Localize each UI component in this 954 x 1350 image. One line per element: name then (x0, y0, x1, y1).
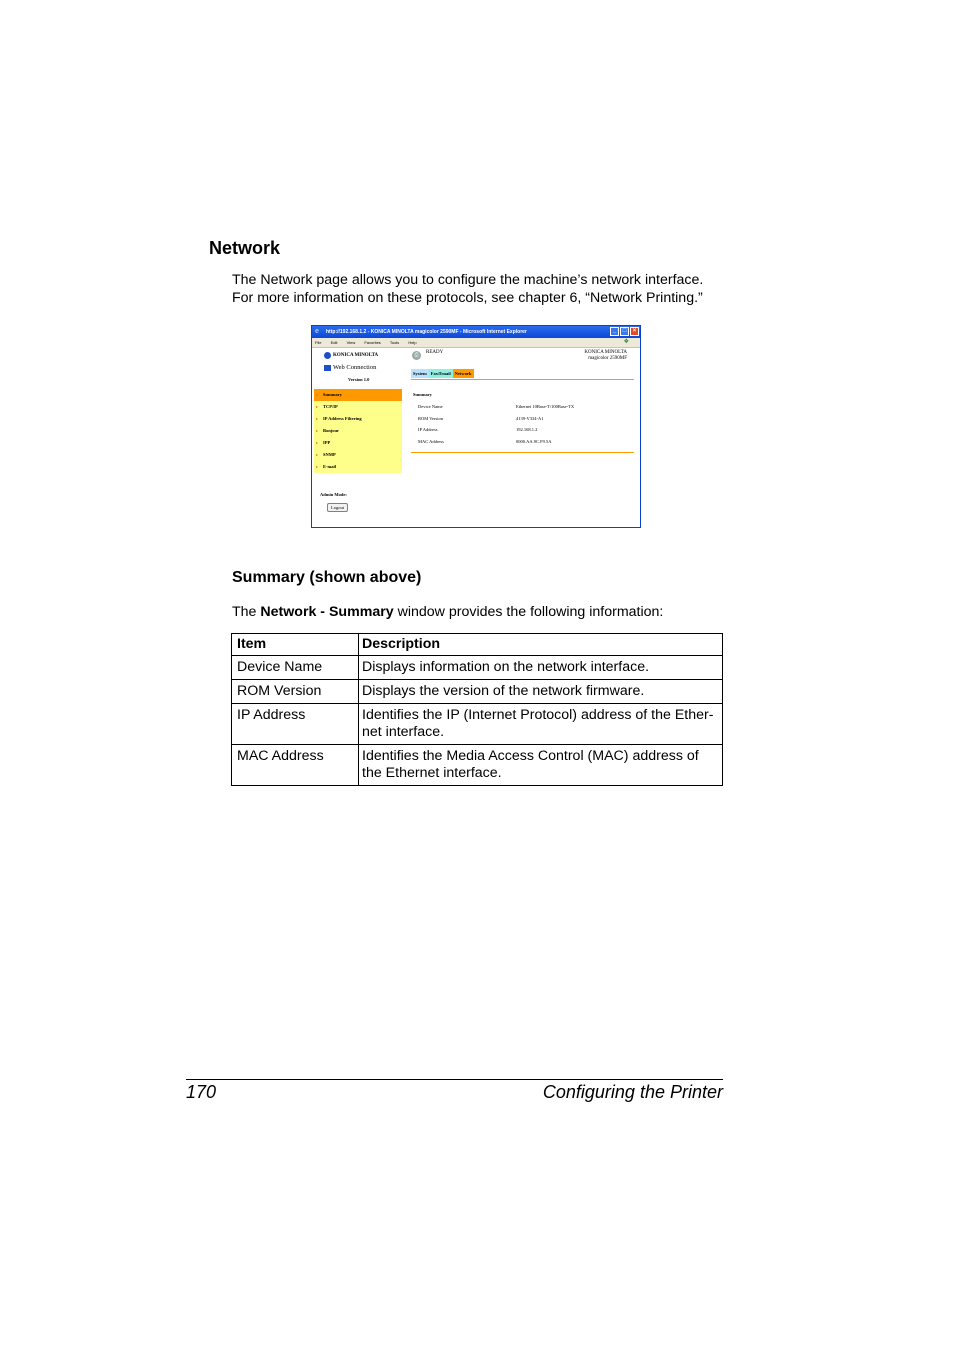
tab-network[interactable]: Network (454, 371, 472, 376)
table-row (232, 680, 723, 704)
menu-file[interactable]: File (315, 340, 322, 345)
subsection-title: Summary (shown above) (232, 569, 422, 586)
footer-rule (186, 1079, 723, 1080)
tab-system[interactable]: System (413, 371, 427, 376)
table-cell-item: ROM Version (232, 680, 359, 704)
nav-item-tcpip[interactable]: ▸ TCP/IP (314, 401, 402, 413)
lead-after: window provides the following information: (393, 604, 664, 620)
lead-before: The (232, 604, 261, 620)
brand-block (584, 350, 627, 362)
table-header: Description (359, 634, 723, 656)
menu-help[interactable]: Help (408, 340, 417, 345)
summary-value: 192.168.1.2 (516, 427, 538, 432)
table-cell-description: Identifies the Media Access Control (MAC) address of the Ethernet interface. (359, 745, 723, 786)
summary-label: Device Name (418, 404, 443, 409)
maximize-icon[interactable]: □ (620, 327, 629, 336)
divider (411, 379, 634, 380)
konica-logo (324, 352, 378, 359)
table-cell-item: Device Name (232, 656, 359, 680)
table-row (232, 704, 723, 745)
printer-status-icon: ⎙ (412, 351, 421, 360)
table-header-row (232, 634, 723, 656)
browser-menubar (312, 338, 640, 348)
minimize-icon[interactable]: _ (610, 327, 619, 336)
page-number: 170 (186, 1082, 217, 1102)
web-connection-icon (324, 365, 331, 371)
menu-view[interactable]: View (346, 340, 356, 345)
divider (411, 452, 634, 453)
ie-icon: e (315, 328, 319, 335)
table-cell-description: Displays information on the network interface. (359, 656, 723, 680)
brand-name: KONICA MINOLTA (584, 350, 627, 355)
konica-logo-icon (324, 352, 331, 359)
admin-mode-label: Admin Mode: (320, 492, 347, 497)
table-row (232, 745, 723, 786)
left-pane (312, 348, 404, 527)
window-controls (610, 327, 639, 336)
menu-favorites[interactable]: Favorites (364, 340, 381, 345)
tab-fax-email[interactable]: Fax/Email (430, 371, 451, 376)
nav-item-bonjour[interactable]: ▸ Bonjour (314, 425, 402, 437)
logout-button[interactable]: Logout (327, 503, 348, 512)
status-text: READY (426, 350, 444, 355)
menu-edit[interactable]: Edit (330, 340, 338, 345)
side-nav (314, 389, 402, 473)
table-row (232, 656, 723, 680)
table-cell-description: Identifies the IP (Internet Protocol) address of the Ether-net interface. (359, 704, 723, 745)
lead-sentence (232, 604, 663, 620)
tab-bar (411, 369, 474, 378)
summary-value: Ethernet 10Base-T/100Base-TX (516, 404, 575, 409)
summary-label: MAC Address (418, 439, 444, 444)
nav-item-summary[interactable]: ▸ Summary (314, 389, 402, 401)
section-title: Network (209, 238, 281, 258)
table-cell-item: IP Address (232, 704, 359, 745)
windows-logo-icon: ❖ (623, 339, 629, 345)
summary-label: ROM Version (418, 416, 444, 421)
table-cell-description: Displays the version of the network firmware. (359, 680, 723, 704)
intro-line: For more information on these protocols, see chapter 6, “Network Printing.” (232, 290, 703, 306)
logo-text: KONICA MINOLTA (333, 353, 379, 358)
summary-value: 0000.AA.9C.F9.5A (516, 439, 552, 444)
lead-bold: Network - Summary (260, 604, 394, 620)
browser-screenshot (311, 325, 641, 528)
info-table (231, 633, 723, 786)
menu-tools[interactable]: Tools (389, 340, 400, 345)
table-cell-item: MAC Address (232, 745, 359, 786)
model-name: magicolor 2590MF (588, 356, 627, 361)
window-title: http://192.168.1.2 - KONICA MINOLTA magicolor 2590MF - Microsoft Internet Explorer (326, 329, 527, 335)
window-titlebar (312, 326, 640, 338)
intro-paragraph (232, 271, 732, 307)
chapter-title: Configuring the Printer (542, 1082, 723, 1102)
summary-title: Summary (413, 392, 432, 397)
nav-item-ip-filtering[interactable]: ▸ IP Address Filtering (314, 413, 402, 425)
nav-item-snmp[interactable]: ▸ SNMP (314, 449, 402, 461)
nav-item-ipp[interactable]: ▸ IPP (314, 437, 402, 449)
web-connection-logo (324, 364, 376, 371)
web-connection-text: Web Connection (333, 364, 377, 371)
intro-line: The Network page allows you to configure the machine’s network interface. (232, 272, 704, 288)
nav-item-email[interactable]: ▸ E-mail (314, 461, 402, 473)
right-pane (410, 348, 634, 527)
close-icon[interactable]: × (630, 327, 639, 336)
summary-value: 4139-V334-A1 (516, 416, 544, 421)
version-label: Version 1.0 (348, 377, 370, 382)
table-header: Item (232, 634, 359, 656)
summary-label: IP Address (418, 427, 438, 432)
